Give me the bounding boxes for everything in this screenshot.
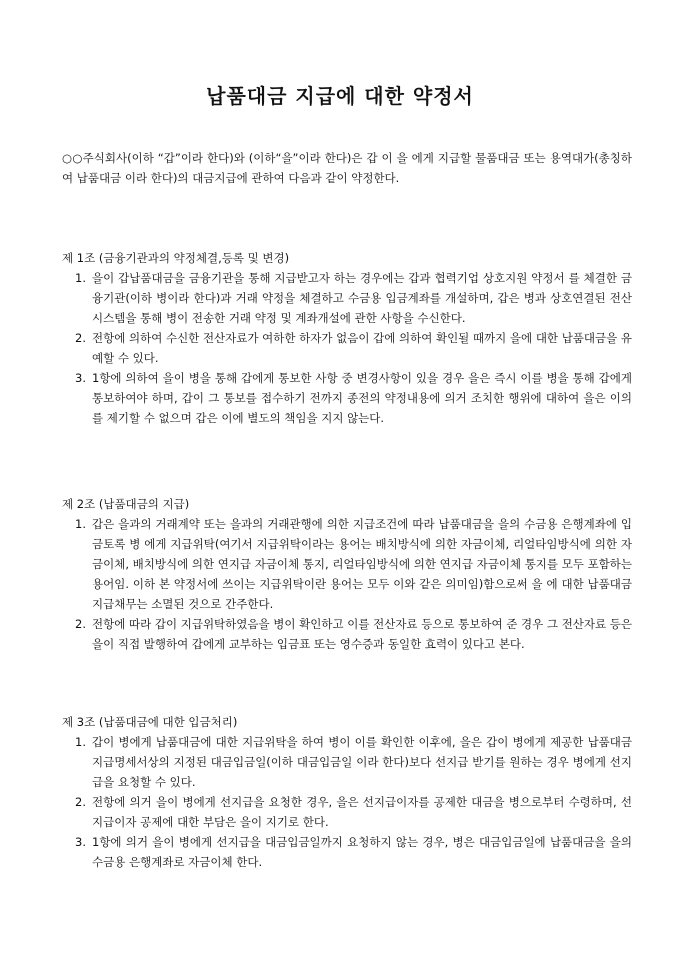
article-item — [62, 732, 632, 792]
item-text: 1항에 의하여 을이 병을 통해 갑에게 통보한 사항 중 변경사항이 있을 경우 을은 즉시 이를 병을 통해 갑에게 통보하여야 하며, 갑이 그 통보를 접수하기 전까지 종전의 약정내용에 의거 조치한 행위에 대하여 을은 이의를 제기할 수 없으며 갑은 이에 별도의 책임을 지지 않는다. — [92, 371, 632, 425]
intro-paragraph: ○○주식회사(이하 “갑”이라 한다)와 (이하“을”이라 한다)은 갑 이 을 에게 지급할 물품대금 또는 용역대가(총칭하여 납품대금 이라 한다)의 대금지급에 관하여 다음과 같이 약정한다. — [62, 151, 632, 185]
article-title: 제 2조 (납품대금의 지급) — [62, 497, 190, 511]
item-text: 전항에 의하여 수신한 전산자료가 여하한 하자가 없음이 갑에 의하여 확인될 때까지 을에 대한 납품대금을 유예할 수 있다. — [92, 331, 632, 365]
article-item — [62, 614, 632, 654]
article-item — [62, 268, 632, 328]
item-text: 전항에 의거 을이 병에게 선지급을 요청한 경우, 을은 선지급이자를 공제한 대금을 병으로부터 수령하며, 선지급이자 공제에 대한 부담은 을이 지기로 한다. — [92, 795, 632, 829]
item-text: 갑은 을과의 거래계약 또는 을과의 거래관행에 의한 지급조건에 따라 납품대금을 을의 수금용 은행계좌에 입금토록 병 에게 지급위탁(여기서 지급위탁이라는 용어는 배치방식에 의한 자금이체, 리얼타임방식에 의한 자금이체, 배치방식에 의한 연지급 자금이체 통지, 리얼타임방식에 의한 연지급 자금이체 통지를 모두 포함하는 용어임. 이하 본 약정서에 쓰이는 지급위탁이란 용어는 모두 이와 같은 의미임)함으로써 을 에 대한 납품대금 지급채무는 소멸된 것으로 간주한다. — [92, 517, 632, 611]
article-3 — [62, 712, 632, 872]
document-title: 납품대금 지급에 대한 약정서 — [206, 84, 474, 108]
article-item — [62, 832, 632, 872]
item-number: 2. — [75, 795, 86, 809]
article-title: 제 3조 (납품대금에 대한 입금처리) — [62, 715, 238, 729]
item-number: 1. — [75, 271, 86, 285]
item-number: 3. — [75, 371, 86, 385]
item-number: 3. — [75, 835, 86, 849]
item-text: 전항에 따라 갑이 지급위탁하였음을 병이 확인하고 이를 전산자료 등으로 통보하여 준 경우 그 전산자료 등은 을이 직접 발행하여 갑에게 교부하는 입금표 또는 영수증과 동일한 효력이 있다고 본다. — [92, 617, 632, 651]
article-2 — [62, 494, 632, 654]
item-number: 2. — [75, 617, 86, 631]
article-item — [62, 514, 632, 614]
item-text: 1항에 의거 을이 병에게 선지급을 대금입금일까지 요청하지 않는 경우, 병은 대금입금일에 납품대금을 을의 수금용 은행계좌로 자금이체 한다. — [92, 835, 632, 869]
item-text: 갑이 병에게 납품대금에 대한 지급위탁을 하여 병이 이를 확인한 이후에, 을은 갑이 병에게 제공한 납품대금 지급명세서상의 지정된 대금입금일(이하 대금입금일 이라 한다)보다 선지급 받기를 원하는 경우 병에게 선지급을 요청할 수 있다. — [92, 735, 632, 789]
article-item — [62, 368, 632, 428]
article-1 — [62, 248, 632, 428]
article-item — [62, 792, 632, 832]
item-number: 2. — [75, 331, 86, 345]
article-item — [62, 328, 632, 368]
item-number: 1. — [75, 517, 86, 531]
item-text: 을이 갑납품대금을 금융기관을 통해 지급받고자 하는 경우에는 갑과 협력기업 상호지원 약정서 를 체결한 금융기관(이하 병이라 한다)과 거래 약정을 체결하고 수금용 입금계좌를 개설하며, 갑은 병과 상호연결된 전산시스템을 통해 병이 전송한 거래 약정 및 계좌개설에 관한 사항을 수신한다. — [92, 271, 632, 325]
item-number: 1. — [75, 735, 86, 749]
article-title: 제 1조 (금융기관과의 약정체결,등록 및 변경) — [62, 251, 290, 265]
